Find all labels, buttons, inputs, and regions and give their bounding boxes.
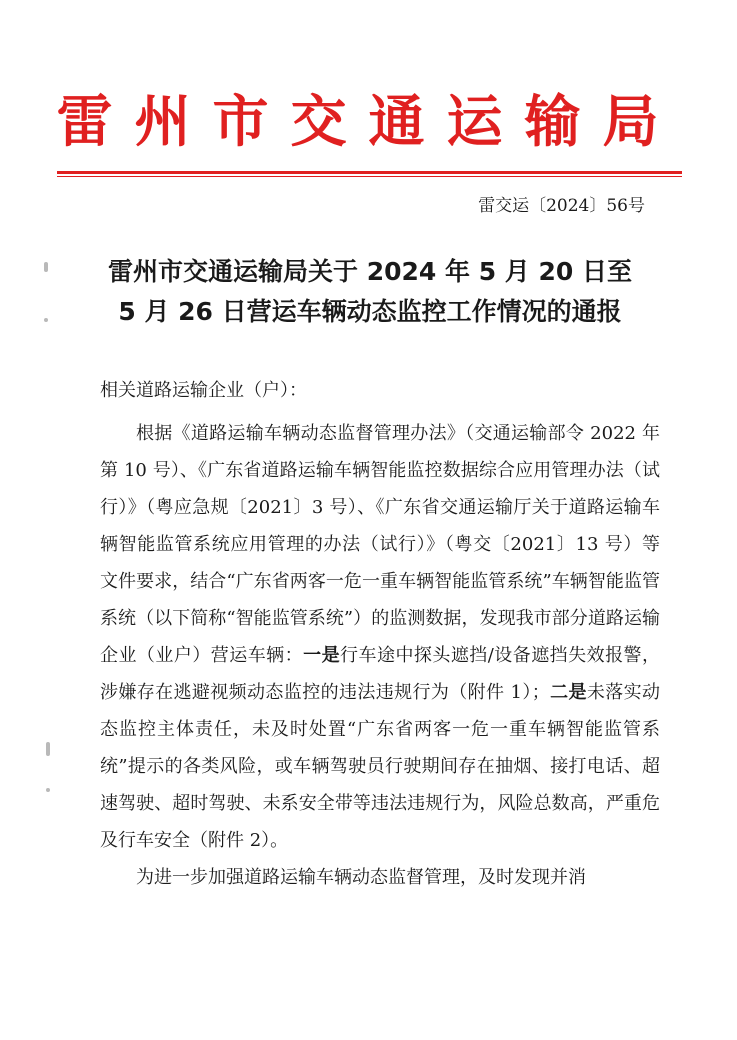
salutation: 相关道路运输企业（户）： — [100, 380, 307, 401]
paragraph-1-part-b: 行车途中探头遮挡/设备遮挡失效报警，涉嫌存在逃避视频动态监控的违法违规行为（附件 1）； — [100, 645, 660, 703]
paragraph-1-part-c: 未落实动态监控主体责任，未及时处置“广东省两客一危一重车辆智能监管系统”提示的各类风险，或车辆驾驶员行驶期间存在抽烟、接打电话、超速驾驶、超时驾驶、未系安全带等违法违规行为，风险总数高，严重危及行车安全（附件 2）。 — [100, 682, 661, 851]
document-number: 雷交运〔2024〕56号 — [478, 196, 645, 216]
agency-header-title: 雷州市交通运输局 — [56, 89, 681, 155]
scan-margin-mark — [44, 262, 48, 272]
body-paragraph-2: 为进一步加强道路运输车辆动态监督管理，及时发现并消 — [136, 867, 586, 888]
paragraph-1-part-a: 根据《道路运输车辆动态监督管理办法》（交通运输部令 2022 年第 10 号）、《广东省道路运输车辆智能监控数据综合应用管理办法（试行）》（粤应急规〔2021〕3 号）、《广东省交通运输厅关于道路运输车辆智能监管系统应用管理的办法（试行）》（粤交〔2021〕13 号）等文件要求，结合“广东省两客一危一重车辆智能监管系统”车辆智能监管系统（以下简称“智能监管系统”）的监测数据，发现我市部分道路运输企业（业户）营运车辆： — [100, 423, 660, 666]
point-two-label: 二是 — [549, 682, 587, 703]
scan-margin-mark — [46, 788, 50, 792]
document-title — [70, 252, 670, 332]
red-divider-thin — [57, 176, 682, 177]
point-one-label: 一是 — [303, 645, 341, 666]
body-paragraph-1 — [100, 415, 660, 859]
document-body — [100, 372, 660, 896]
document-title-line-1: 雷州市交通运输局关于 2024 年 5 月 20 日至 — [108, 257, 632, 286]
scan-margin-mark — [44, 318, 48, 322]
scan-margin-mark — [46, 742, 50, 756]
red-divider-thick — [57, 171, 682, 174]
document-title-line-2: 5 月 26 日营运车辆动态监控工作情况的通报 — [118, 297, 622, 326]
